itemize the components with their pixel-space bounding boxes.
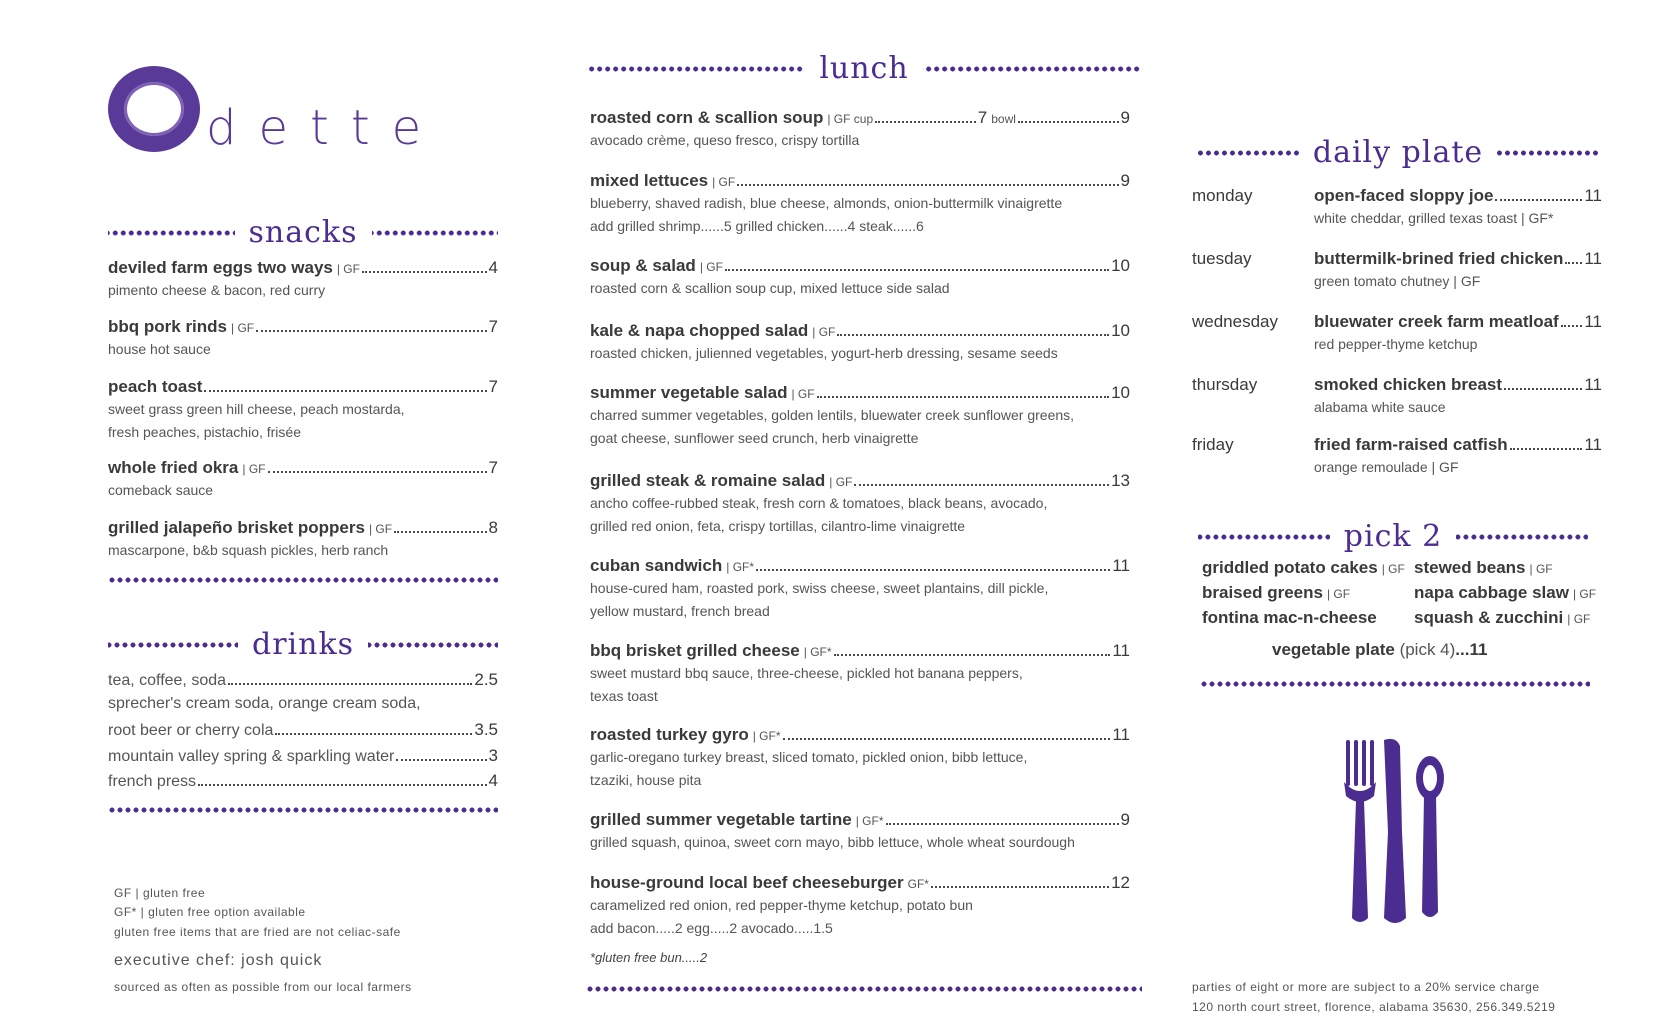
side-item xyxy=(1202,608,1377,628)
item-line xyxy=(108,377,498,397)
gluten-free-tag: | GF xyxy=(1381,562,1405,576)
divider xyxy=(368,642,498,648)
item-line xyxy=(1314,249,1602,269)
executive-chef: executive chef: josh quick xyxy=(114,952,323,969)
side-name: fontina mac-n-cheese xyxy=(1202,608,1377,627)
lunch-item xyxy=(590,321,1130,364)
daily-plate-title: daily plate xyxy=(1312,135,1484,170)
dot-leader xyxy=(837,334,1109,336)
drink-item xyxy=(108,695,498,713)
snacks-item xyxy=(108,458,498,501)
gluten-free-tag: | GF xyxy=(812,325,836,339)
item-description: white cheddar, grilled texas toast | GF* xyxy=(1314,210,1554,226)
item-name: house-ground local beef cheeseburger xyxy=(590,873,904,892)
divider xyxy=(586,986,1142,992)
item-name: grilled jalapeño brisket poppers xyxy=(108,518,365,537)
item-description: pimento cheese & bacon, red curry xyxy=(108,282,326,298)
lunch-item xyxy=(590,256,1130,299)
dot-leader xyxy=(1510,448,1583,450)
item-name: buttermilk-brined fried chicken xyxy=(1314,249,1564,268)
divider xyxy=(108,230,235,236)
drink-name: tea, coffee, soda xyxy=(108,672,227,689)
item-line xyxy=(590,725,1130,745)
item-description: grilled red onion, feta, crispy tortillas, cilantro-lime vinaigrette xyxy=(590,518,966,534)
item-price: 10 xyxy=(1111,256,1130,275)
side-name: braised greens xyxy=(1202,583,1323,602)
item-price: 12 xyxy=(1111,873,1130,892)
lunch-item xyxy=(590,810,1130,853)
drink-name: french press xyxy=(108,773,197,790)
snacks-item xyxy=(108,258,498,301)
gluten-free-tag: | GF xyxy=(336,262,360,276)
item-extra-price: 9 xyxy=(1120,108,1130,127)
day-label: wednesday xyxy=(1192,312,1279,331)
item-name: soup & salad xyxy=(590,256,696,275)
day-label: thursday xyxy=(1192,375,1258,394)
item-description: mascarpone, b&b squash pickles, herb ranch xyxy=(108,542,389,558)
dot-leader xyxy=(275,733,472,735)
snacks-item xyxy=(108,317,498,360)
divider xyxy=(372,230,499,236)
item-line xyxy=(590,383,1130,403)
item-line xyxy=(590,471,1130,491)
lunch-item xyxy=(590,383,1130,449)
item-name: bluewater creek farm meatloaf xyxy=(1314,312,1559,331)
drinks-heading xyxy=(108,627,498,662)
item-description: add grilled shrimp......5 grilled chicken......4 steak......6 xyxy=(590,218,924,234)
item-line xyxy=(108,317,498,337)
item-name: summer vegetable salad xyxy=(590,383,788,402)
item-price: 7 xyxy=(977,108,988,127)
fork-knife-spoon-icon xyxy=(1336,736,1446,926)
gluten-free-tag: | GF xyxy=(829,475,853,489)
logo-wordmark: dette xyxy=(206,100,444,156)
side-item xyxy=(1202,558,1405,578)
item-description: red pepper-thyme ketchup xyxy=(1314,336,1478,352)
item-extra-label: bowl xyxy=(991,112,1016,126)
gluten-free-tag: | GF xyxy=(1529,562,1553,576)
item-description: charred summer vegetables, golden lentils, bluewater creek sunflower greens, xyxy=(590,407,1075,423)
item-line xyxy=(590,810,1130,830)
divider xyxy=(108,807,498,813)
pick2-heading xyxy=(1198,519,1588,554)
side-name: napa cabbage slaw xyxy=(1414,583,1569,602)
service-charge-note: parties of eight or more are subject to a 20% service charge xyxy=(1192,980,1540,994)
dot-leader xyxy=(1565,262,1582,264)
divider xyxy=(1198,150,1299,156)
item-price: 11 xyxy=(1584,435,1602,454)
drink-item xyxy=(108,746,498,766)
item-line xyxy=(590,321,1130,341)
drink-name: root beer or cherry cola xyxy=(108,722,274,739)
drink-price: 3 xyxy=(488,746,498,765)
gluten-free-tag: | GF* xyxy=(752,729,781,743)
item-price: 7 xyxy=(488,317,498,336)
item-line xyxy=(1314,186,1602,206)
item-description: blueberry, shaved radish, blue cheese, almonds, onion-buttermilk vinaigrette xyxy=(590,195,1063,211)
dot-leader xyxy=(931,886,1109,888)
item-description: avocado crème, queso fresco, crispy tortilla xyxy=(590,132,860,148)
lunch-heading xyxy=(586,51,1142,86)
item-name: cuban sandwich xyxy=(590,556,723,575)
divider xyxy=(923,66,1142,72)
drink-name: mountain valley spring & sparkling water xyxy=(108,748,395,765)
item-name: roasted corn & scallion soup xyxy=(590,108,824,127)
dot-leader xyxy=(394,531,486,533)
dot-leader xyxy=(783,738,1111,740)
item-name: roasted turkey gyro xyxy=(590,725,749,744)
item-description: ancho coffee-rubbed steak, fresh corn & tomatoes, black beans, avocado, xyxy=(590,495,1048,511)
drink-item xyxy=(108,670,498,690)
dot-leader xyxy=(198,784,486,786)
day-label: friday xyxy=(1192,435,1234,454)
item-name: grilled summer vegetable tartine xyxy=(590,810,852,829)
lunch-item xyxy=(590,873,1130,939)
item-description: house-cured ham, roasted pork, swiss cheese, sweet plantains, dill pickle, xyxy=(590,580,1049,596)
gluten-free-tag: | GF xyxy=(1572,587,1597,601)
item-price: 11 xyxy=(1584,186,1602,205)
item-name: kale & napa chopped salad xyxy=(590,321,809,340)
item-price: 8 xyxy=(488,518,498,537)
drink-name: sprecher's cream soda, orange cream soda, xyxy=(108,695,421,712)
dot-leader xyxy=(256,330,486,332)
dot-leader xyxy=(204,390,486,392)
lunch-item xyxy=(590,725,1130,791)
divider xyxy=(1198,534,1330,540)
dot-leader xyxy=(854,484,1109,486)
daily-plate-item xyxy=(1314,312,1602,355)
item-description: caramelized red onion, red pepper-thyme ketchup, potato bun xyxy=(590,897,973,913)
gluten-free-tag: | GF xyxy=(712,175,736,189)
day-label: tuesday xyxy=(1192,249,1252,268)
vegetable-plate xyxy=(1272,640,1487,660)
item-price: 10 xyxy=(1111,383,1130,402)
item-price: 7 xyxy=(488,458,498,477)
daily-plate-item xyxy=(1314,186,1602,229)
legend-fried-note: gluten free items that are fried are not celiac-safe xyxy=(114,925,401,939)
item-name: smoked chicken breast xyxy=(1314,375,1503,394)
dot-leader xyxy=(737,184,1118,186)
item-description: sweet mustard bbq sauce, three-cheese, pickled hot banana peppers, xyxy=(590,665,1023,681)
snacks-item xyxy=(108,518,498,561)
side-name: stewed beans xyxy=(1414,558,1526,577)
item-price: 11 xyxy=(1112,725,1130,744)
lunch-title: lunch xyxy=(819,51,909,86)
item-line xyxy=(1314,312,1602,332)
item-description: tzaziki, house pita xyxy=(590,772,702,788)
item-description: orange remoulade | GF xyxy=(1314,459,1459,475)
item-price: 9 xyxy=(1120,810,1130,829)
dot-leader xyxy=(875,121,976,123)
item-name: bbq brisket grilled cheese xyxy=(590,641,800,660)
item-description: add bacon.....2 egg.....2 avocado.....1.5 xyxy=(590,920,833,936)
sourced-note: sourced as often as possible from our local farmers xyxy=(114,980,412,994)
dot-leader xyxy=(725,269,1109,271)
legend-gf-option: GF* | gluten free option available xyxy=(114,905,306,919)
item-description: house hot sauce xyxy=(108,341,211,357)
gluten-free-tag: | GF* xyxy=(803,645,832,659)
logo xyxy=(108,62,508,162)
item-line xyxy=(1314,375,1602,395)
dot-leader xyxy=(886,823,1119,825)
drink-item xyxy=(108,720,498,740)
daily-plate-item xyxy=(1314,249,1602,292)
side-item xyxy=(1414,583,1596,603)
item-line xyxy=(590,108,1130,128)
item-price: 4 xyxy=(488,258,498,277)
drink-price: 3.5 xyxy=(474,720,498,739)
item-name: open-faced sloppy joe xyxy=(1314,186,1494,205)
gluten-free-tag: | GF* xyxy=(855,814,884,828)
item-description: comeback sauce xyxy=(108,482,214,498)
gluten-free-tag: | GF xyxy=(699,260,723,274)
item-price: 10 xyxy=(1111,321,1130,340)
side-name: squash & zucchini xyxy=(1414,608,1564,627)
lunch-item xyxy=(590,641,1130,707)
daily-plate-item xyxy=(1314,375,1602,418)
dot-leader xyxy=(1504,388,1582,390)
item-line xyxy=(1314,435,1602,455)
drinks-title: drinks xyxy=(251,627,355,662)
item-name: peach toast xyxy=(108,377,203,396)
gluten-free-tag: GF* xyxy=(907,877,929,891)
daily-plate-item xyxy=(1314,435,1602,478)
item-line xyxy=(590,873,1130,893)
item-price: 9 xyxy=(1120,171,1130,190)
item-name: bbq pork rinds xyxy=(108,317,227,336)
gluten-free-tag: | GF* xyxy=(726,560,755,574)
legend-gf: GF | gluten free xyxy=(114,886,206,900)
item-line xyxy=(590,256,1130,276)
item-description: roasted chicken, julienned vegetables, yogurt-herb dressing, sesame seeds xyxy=(590,345,1058,361)
snacks-item xyxy=(108,377,498,443)
item-description: sweet grass green hill cheese, peach mostarda, xyxy=(108,401,405,417)
item-description: garlic-oregano turkey breast, sliced tomato, pickled onion, bibb lettuce, xyxy=(590,749,1028,765)
snacks-title: snacks xyxy=(248,215,358,250)
lunch-item xyxy=(590,556,1130,622)
side-item xyxy=(1414,558,1553,578)
item-price: 11 xyxy=(1112,641,1130,660)
item-description: texas toast xyxy=(590,688,658,704)
item-description: yellow mustard, french bread xyxy=(590,603,770,619)
dot-leader xyxy=(756,569,1110,571)
item-price: 7 xyxy=(488,377,498,396)
side-item xyxy=(1414,608,1590,628)
item-line xyxy=(590,171,1130,191)
daily-plate-heading xyxy=(1198,135,1598,170)
dot-leader xyxy=(396,759,486,761)
vegetable-plate-price: ...11 xyxy=(1455,640,1488,659)
dot-leader xyxy=(1495,199,1582,201)
gluten-free-tag: | GF xyxy=(1326,587,1351,601)
dot-leader xyxy=(1561,325,1583,327)
gluten-free-tag: | GF xyxy=(242,462,266,476)
dot-leader xyxy=(228,683,472,685)
item-description: fresh peaches, pistachio, frisée xyxy=(108,424,301,440)
pick2-title: pick 2 xyxy=(1343,519,1443,554)
item-name: deviled farm eggs two ways xyxy=(108,258,333,277)
drink-item xyxy=(108,771,498,791)
item-description: green tomato chutney | GF xyxy=(1314,273,1481,289)
dot-leader xyxy=(362,271,487,273)
item-line xyxy=(590,641,1130,661)
item-price: 11 xyxy=(1584,249,1602,268)
divider xyxy=(586,66,805,72)
item-description: roasted corn & scallion soup cup, mixed lettuce side salad xyxy=(590,280,950,296)
divider xyxy=(108,577,498,583)
item-line xyxy=(590,556,1130,576)
drink-price: 4 xyxy=(488,771,498,790)
item-price: 11 xyxy=(1584,375,1602,394)
item-description: goat cheese, sunflower seed crunch, herb vinaigrette xyxy=(590,430,919,446)
item-description: grilled squash, quinoa, sweet corn mayo, bibb lettuce, whole wheat sourdough xyxy=(590,834,1075,850)
side-item xyxy=(1202,583,1350,603)
item-line xyxy=(108,518,498,538)
lunch-item xyxy=(590,471,1130,537)
lunch-item xyxy=(590,171,1130,237)
dot-leader xyxy=(817,396,1109,398)
item-name: fried farm-raised catfish xyxy=(1314,435,1508,454)
lunch-item xyxy=(590,108,1130,151)
day-label: monday xyxy=(1192,186,1253,205)
item-line xyxy=(108,258,498,278)
divider xyxy=(1200,681,1590,687)
gluten-free-tag: | GF xyxy=(368,522,393,536)
logo-o-icon xyxy=(108,66,200,152)
gluten-free-bun-note: *gluten free bun.....2 xyxy=(590,950,708,965)
divider xyxy=(108,642,238,648)
item-price: 11 xyxy=(1584,312,1602,331)
dot-leader xyxy=(1018,121,1119,123)
drink-price: 2.5 xyxy=(474,670,498,689)
divider xyxy=(1497,150,1598,156)
item-name: grilled steak & romaine salad xyxy=(590,471,826,490)
item-price: 11 xyxy=(1112,556,1130,575)
vegetable-plate-sub: (pick 4) xyxy=(1399,640,1456,659)
address: 120 north court street, florence, alabama 35630, 256.349.5219 xyxy=(1192,1000,1556,1014)
side-name: griddled potato cakes xyxy=(1202,558,1378,577)
item-name: mixed lettuces xyxy=(590,171,709,190)
gluten-free-tag: | GF xyxy=(791,387,815,401)
vegetable-plate-name: vegetable plate xyxy=(1272,640,1395,659)
item-name: whole fried okra xyxy=(108,458,239,477)
divider xyxy=(1456,534,1588,540)
gluten-free-tag: | GF xyxy=(231,321,255,335)
snacks-heading xyxy=(108,215,498,250)
dot-leader xyxy=(834,654,1111,656)
item-price: 13 xyxy=(1111,471,1130,490)
dot-leader xyxy=(268,471,487,473)
item-description: alabama white sauce xyxy=(1314,399,1446,415)
gluten-free-tag: | GF cup xyxy=(827,112,874,126)
item-line xyxy=(108,458,498,478)
gluten-free-tag: | GF xyxy=(1567,612,1591,626)
